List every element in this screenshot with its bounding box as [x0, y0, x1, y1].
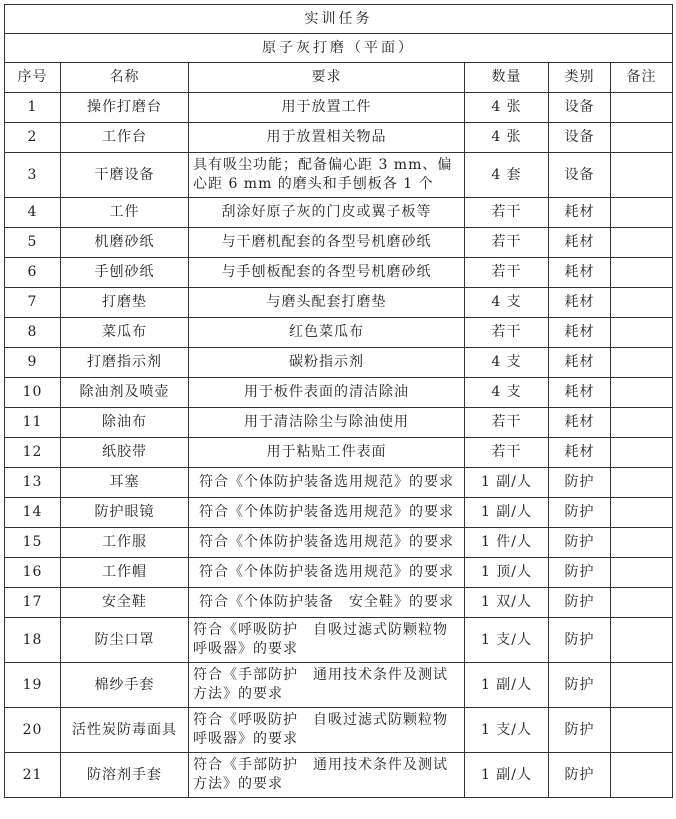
row-remark [611, 498, 673, 528]
table-row [5, 123, 673, 153]
row-requirement: 与磨头配套打磨垫 [189, 288, 465, 318]
row-remark [611, 663, 673, 708]
row-category: 耗材 [549, 288, 611, 318]
row-category: 耗材 [549, 438, 611, 468]
row-category: 耗材 [549, 228, 611, 258]
row-remark [611, 753, 673, 798]
table-row [5, 708, 673, 753]
row-name: 安全鞋 [61, 588, 189, 618]
row-number: 5 [5, 228, 61, 258]
row-number: 1 [5, 93, 61, 123]
row-name: 耳塞 [61, 468, 189, 498]
table-row [5, 153, 673, 198]
row-name: 机磨砂纸 [61, 228, 189, 258]
row-number: 16 [5, 558, 61, 588]
row-category: 耗材 [549, 318, 611, 348]
row-category: 设备 [549, 153, 611, 198]
row-requirement: 符合《个体防护装备选用规范》的要求 [189, 558, 465, 588]
row-requirement: 符合《个体防护装备选用规范》的要求 [189, 528, 465, 558]
row-name: 手刨砂纸 [61, 258, 189, 288]
row-quantity: 若干 [465, 438, 549, 468]
row-category: 防护 [549, 708, 611, 753]
row-quantity: 4 支 [465, 288, 549, 318]
row-name: 打磨指示剂 [61, 348, 189, 378]
table-row [5, 198, 673, 228]
table-row [5, 618, 673, 663]
row-number: 20 [5, 708, 61, 753]
row-quantity: 若干 [465, 318, 549, 348]
row-requirement: 符合《手部防护 通用技术条件及测试方法》的要求 [189, 753, 465, 798]
row-number: 11 [5, 408, 61, 438]
row-remark [611, 708, 673, 753]
row-number: 7 [5, 288, 61, 318]
row-quantity: 4 张 [465, 93, 549, 123]
row-quantity: 1 副/人 [465, 663, 549, 708]
row-category: 耗材 [549, 198, 611, 228]
row-quantity: 4 支 [465, 348, 549, 378]
row-name: 工作台 [61, 123, 189, 153]
row-category: 防护 [549, 528, 611, 558]
row-quantity: 1 支/人 [465, 618, 549, 663]
row-name: 干磨设备 [61, 153, 189, 198]
table-row [5, 348, 673, 378]
table-subtitle: 原子灰打磨（平面） [5, 34, 673, 63]
row-name: 除油布 [61, 408, 189, 438]
row-remark [611, 408, 673, 438]
row-quantity: 1 支/人 [465, 708, 549, 753]
row-requirement: 与手刨板配套的各型号机磨砂纸 [189, 258, 465, 288]
row-name: 工件 [61, 198, 189, 228]
table-title: 实训任务 [5, 5, 673, 34]
row-number: 14 [5, 498, 61, 528]
row-remark [611, 438, 673, 468]
table-row [5, 378, 673, 408]
row-quantity: 1 副/人 [465, 498, 549, 528]
row-category: 耗材 [549, 258, 611, 288]
row-quantity: 4 支 [465, 378, 549, 408]
row-number: 9 [5, 348, 61, 378]
row-requirement: 刮涂好原子灰的门皮或翼子板等 [189, 198, 465, 228]
row-quantity: 1 顶/人 [465, 558, 549, 588]
table-row [5, 93, 673, 123]
equipment-table [4, 4, 673, 798]
row-name: 防护眼镜 [61, 498, 189, 528]
table-row [5, 408, 673, 438]
table-row [5, 588, 673, 618]
row-number: 13 [5, 468, 61, 498]
table-row [5, 258, 673, 288]
row-number: 10 [5, 378, 61, 408]
row-number: 8 [5, 318, 61, 348]
row-quantity: 1 副/人 [465, 468, 549, 498]
row-name: 工作服 [61, 528, 189, 558]
row-number: 3 [5, 153, 61, 198]
table-row [5, 558, 673, 588]
row-name: 棉纱手套 [61, 663, 189, 708]
row-name: 菜瓜布 [61, 318, 189, 348]
col-header-quantity: 数量 [465, 63, 549, 93]
row-requirement: 用于放置相关物品 [189, 123, 465, 153]
row-number: 15 [5, 528, 61, 558]
row-requirement: 符合《个体防护装备选用规范》的要求 [189, 498, 465, 528]
row-requirement: 红色菜瓜布 [189, 318, 465, 348]
row-requirement: 碳粉指示剂 [189, 348, 465, 378]
row-category: 设备 [549, 93, 611, 123]
row-requirement: 符合《呼吸防护 自吸过滤式防颗粒物呼吸器》的要求 [189, 618, 465, 663]
header-row [5, 63, 673, 93]
row-quantity: 若干 [465, 258, 549, 288]
row-remark [611, 618, 673, 663]
row-name: 工作帽 [61, 558, 189, 588]
training-task-sheet [4, 4, 673, 798]
row-remark [611, 378, 673, 408]
row-requirement: 用于板件表面的清洁除油 [189, 378, 465, 408]
row-remark [611, 288, 673, 318]
row-requirement: 符合《手部防护 通用技术条件及测试方法》的要求 [189, 663, 465, 708]
col-header-category: 类别 [549, 63, 611, 93]
row-category: 防护 [549, 618, 611, 663]
row-remark [611, 468, 673, 498]
row-category: 防护 [549, 588, 611, 618]
row-remark [611, 528, 673, 558]
row-requirement: 符合《个体防护装备选用规范》的要求 [189, 468, 465, 498]
table-row [5, 228, 673, 258]
row-category: 防护 [549, 558, 611, 588]
row-category: 防护 [549, 468, 611, 498]
row-quantity: 若干 [465, 228, 549, 258]
row-remark [611, 123, 673, 153]
row-name: 活性炭防毒面具 [61, 708, 189, 753]
row-requirement: 用于粘贴工件表面 [189, 438, 465, 468]
row-remark [611, 228, 673, 258]
row-quantity: 4 张 [465, 123, 549, 153]
table-row [5, 438, 673, 468]
row-name: 打磨垫 [61, 288, 189, 318]
table-row [5, 498, 673, 528]
row-requirement: 用于放置工件 [189, 93, 465, 123]
row-remark [611, 93, 673, 123]
row-requirement: 符合《个体防护装备 安全鞋》的要求 [189, 588, 465, 618]
row-category: 设备 [549, 123, 611, 153]
row-number: 18 [5, 618, 61, 663]
row-remark [611, 258, 673, 288]
row-name: 除油剂及喷壶 [61, 378, 189, 408]
table-row [5, 468, 673, 498]
row-number: 19 [5, 663, 61, 708]
col-header-requirement: 要求 [189, 63, 465, 93]
col-header-number: 序号 [5, 63, 61, 93]
row-number: 17 [5, 588, 61, 618]
row-category: 防护 [549, 663, 611, 708]
row-requirement: 具有吸尘功能；配备偏心距 3 mm、偏心距 6 mm 的磨头和手刨板各 1 个 [189, 153, 465, 198]
row-name: 纸胶带 [61, 438, 189, 468]
table-row [5, 318, 673, 348]
row-category: 防护 [549, 498, 611, 528]
row-remark [611, 588, 673, 618]
row-remark [611, 153, 673, 198]
row-name: 防尘口罩 [61, 618, 189, 663]
row-remark [611, 348, 673, 378]
row-category: 耗材 [549, 408, 611, 438]
row-requirement: 符合《呼吸防护 自吸过滤式防颗粒物呼吸器》的要求 [189, 708, 465, 753]
row-quantity: 4 套 [465, 153, 549, 198]
row-number: 4 [5, 198, 61, 228]
row-category: 耗材 [549, 378, 611, 408]
row-number: 12 [5, 438, 61, 468]
row-number: 2 [5, 123, 61, 153]
row-remark [611, 318, 673, 348]
row-name: 操作打磨台 [61, 93, 189, 123]
row-quantity: 若干 [465, 198, 549, 228]
table-row [5, 753, 673, 798]
row-quantity: 1 件/人 [465, 528, 549, 558]
table-row [5, 288, 673, 318]
row-remark [611, 558, 673, 588]
row-category: 防护 [549, 753, 611, 798]
table-row [5, 528, 673, 558]
row-quantity: 1 副/人 [465, 753, 549, 798]
row-remark [611, 198, 673, 228]
row-number: 6 [5, 258, 61, 288]
row-number: 21 [5, 753, 61, 798]
row-quantity: 若干 [465, 408, 549, 438]
col-header-remark: 备注 [611, 63, 673, 93]
row-requirement: 与干磨机配套的各型号机磨砂纸 [189, 228, 465, 258]
row-requirement: 用于清洁除尘与除油使用 [189, 408, 465, 438]
col-header-name: 名称 [61, 63, 189, 93]
row-quantity: 1 双/人 [465, 588, 549, 618]
row-category: 耗材 [549, 348, 611, 378]
table-row [5, 663, 673, 708]
row-name: 防溶剂手套 [61, 753, 189, 798]
